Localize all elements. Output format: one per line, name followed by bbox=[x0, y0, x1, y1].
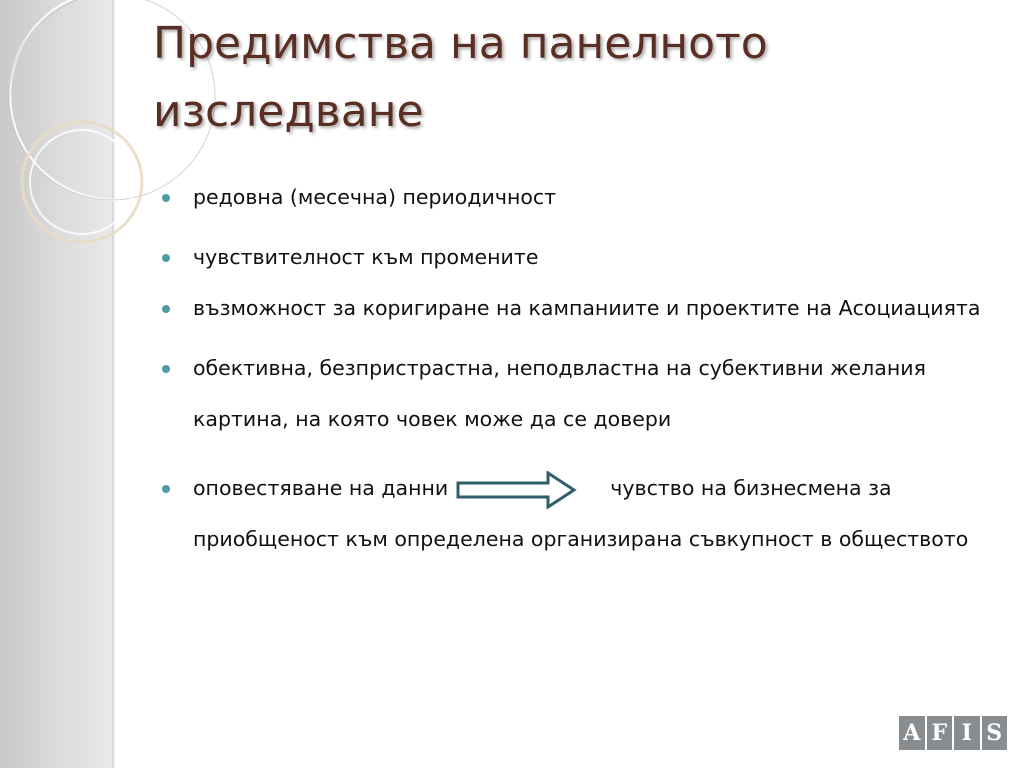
right-arrow-icon bbox=[448, 472, 610, 506]
bullet-text-before-arrow: оповестяване на данни bbox=[193, 476, 449, 500]
bullet-text: обективна, безпристрастна, неподвластна на субективни желания картина, на която човек може да се довери bbox=[193, 356, 926, 431]
bullet-text: чувствителност към промените bbox=[193, 245, 539, 269]
logo-letter: I bbox=[954, 716, 980, 750]
bullet-dot-icon bbox=[162, 485, 170, 493]
afis-logo bbox=[899, 716, 1007, 750]
bullet-item bbox=[162, 172, 992, 223]
bullet-dot-icon bbox=[162, 194, 170, 202]
bullet-dot-icon bbox=[162, 305, 170, 313]
bullet-list bbox=[162, 172, 992, 565]
bullet-item bbox=[162, 463, 992, 565]
logo-letter: S bbox=[982, 716, 1008, 750]
slide-title: Предимства на панелното изследване bbox=[153, 18, 768, 137]
bullet-item bbox=[162, 232, 992, 283]
bullet-text: възможност за коригиране на кампаниите и проектите на Асоциацията bbox=[193, 296, 981, 320]
logo-letter: A bbox=[899, 716, 925, 750]
bullet-dot-icon bbox=[162, 365, 170, 373]
bullet-item bbox=[162, 283, 992, 334]
bullet-item bbox=[162, 343, 992, 445]
logo-letter: F bbox=[927, 716, 953, 750]
bullet-text-after-arrow: чувство на бизнесмена за приобщеност към определена организирана съвкупност в обществото bbox=[193, 476, 969, 551]
bullet-dot-icon bbox=[162, 254, 170, 262]
bullet-text: редовна (месечна) периодичност bbox=[193, 185, 557, 209]
